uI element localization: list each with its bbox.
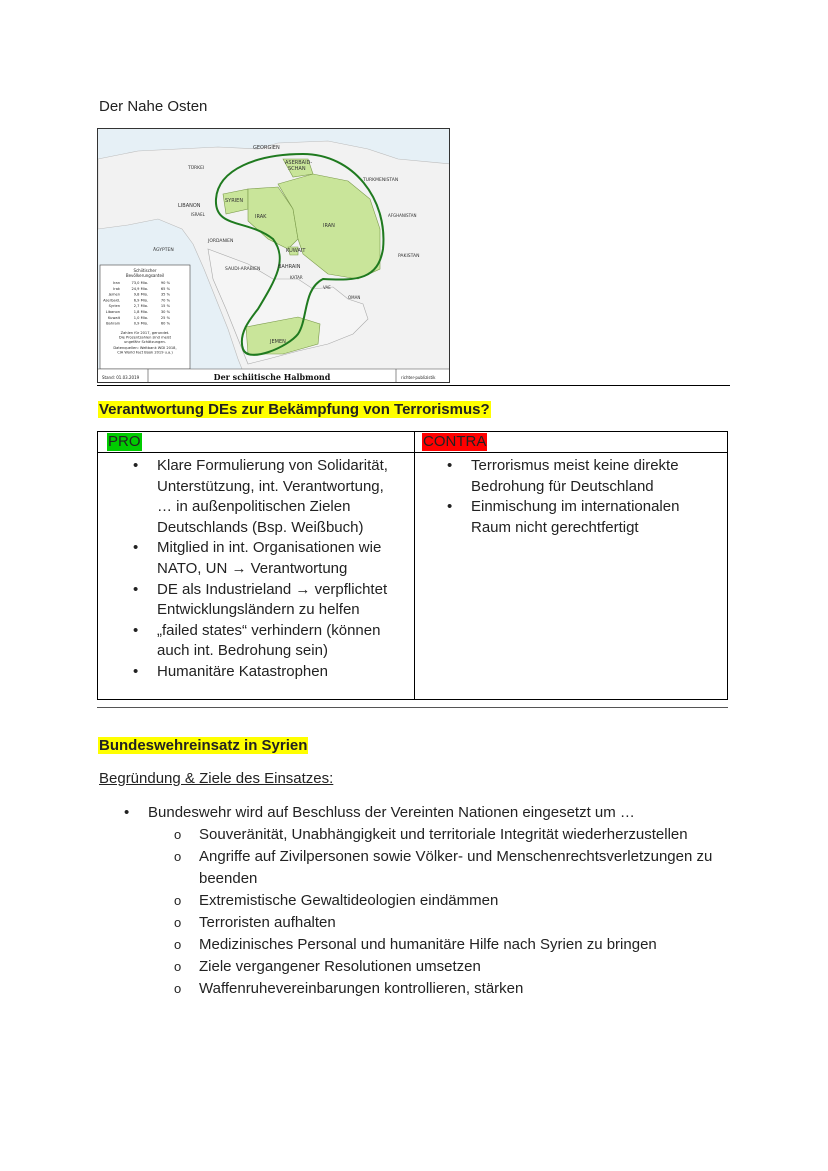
list-item bbox=[133, 621, 388, 642]
pro-contra-table bbox=[97, 431, 728, 700]
label-aegypten: ÄGYPTEN bbox=[153, 248, 174, 253]
label-aserbaidschan-2: SCHAN bbox=[288, 166, 306, 172]
legend-cell-country: Syrien bbox=[108, 304, 120, 309]
legend-cell-pct: 35 % bbox=[160, 292, 170, 297]
legend-cell-pct: 15 % bbox=[160, 304, 170, 309]
legend-title-2: Bevölkerungsanteil bbox=[125, 273, 165, 278]
legend-cell-pct: 90 % bbox=[160, 281, 170, 285]
list-item-text: auch int. Bedrohung sein) bbox=[157, 642, 328, 660]
list-item-text: Klare Formulierung von Solidarität, bbox=[157, 457, 388, 474]
list-item bbox=[174, 912, 712, 934]
legend-cell-pop: 1,0 Mio. bbox=[133, 315, 148, 320]
contra-label: CONTRA bbox=[423, 433, 487, 450]
divider-middle bbox=[97, 707, 728, 708]
list-item bbox=[174, 824, 712, 846]
list-item-text: Unterstützung, int. Verantwortung, bbox=[157, 477, 384, 495]
pro-list bbox=[133, 456, 388, 683]
list-item-text: Waffenruhevereinbarungen kontrollieren, stärken bbox=[199, 980, 524, 997]
label-aserbaidschan-1: ASERBAID- bbox=[285, 160, 313, 166]
legend-note-1: Zahlen für 2017, gerundet. bbox=[120, 331, 170, 335]
label-saudi: SAUDI-ARABIEN bbox=[225, 267, 261, 272]
legend-cell-country: Kuwait bbox=[107, 315, 120, 320]
list-item-text: Einmischung im internationalen bbox=[471, 498, 680, 516]
legend-cell-pct: 25 % bbox=[160, 315, 170, 320]
section2-title bbox=[98, 736, 308, 756]
list-item bbox=[174, 934, 712, 956]
label-kuwait: KUWAIT bbox=[286, 248, 306, 254]
list-item bbox=[157, 497, 388, 518]
map-shiite-crescent bbox=[97, 128, 450, 383]
list-item-text: Extremistische Gewaltideologien eindämmen bbox=[199, 892, 499, 909]
list-item-text: Deutschlands (Bsp. Weißbuch) bbox=[157, 518, 364, 536]
label-oman: OMAN bbox=[348, 295, 361, 300]
legend-cell-country: Bahrain bbox=[106, 321, 120, 326]
map-publisher: richter-publizistik bbox=[401, 375, 436, 380]
list-item bbox=[447, 456, 679, 477]
circle-bullet-icon: o bbox=[174, 981, 182, 996]
list-item-text: „failed states“ verhindern (können bbox=[157, 621, 381, 639]
legend-cell-pop: 9,8 Mio. bbox=[133, 292, 148, 297]
legend-cell-pop: 24,9 Mio. bbox=[131, 286, 148, 291]
label-syrien: SYRIEN bbox=[225, 198, 244, 204]
legend-cell-pop: 73,0 Mio. bbox=[131, 281, 148, 285]
list-item bbox=[157, 559, 388, 580]
list-item-text: beenden bbox=[199, 870, 258, 887]
legend-cell-country: Iran bbox=[112, 281, 120, 285]
list-item bbox=[133, 580, 388, 601]
map-title: Der schiitische Halbmond bbox=[213, 372, 331, 382]
list-item bbox=[447, 497, 680, 518]
label-vae: VAE bbox=[323, 285, 331, 290]
list-item-text: Ziele vergangener Resolutionen umsetzen bbox=[199, 958, 481, 975]
label-jemen: JEMEN bbox=[270, 339, 286, 345]
circle-bullet-icon: o bbox=[174, 849, 182, 864]
label-irak: IRAK bbox=[255, 214, 267, 220]
label-bahrain: BAHRAIN bbox=[278, 264, 301, 270]
label-turkmenistan: TURKMENISTAN bbox=[363, 178, 399, 183]
legend-cell-pct: 30 % bbox=[160, 310, 170, 314]
bullet-icon: • bbox=[133, 580, 139, 598]
label-katar: KATAR bbox=[290, 275, 303, 280]
section1-title-text: Verantwortung DEs zur Bekämpfung von Terrorismus? bbox=[99, 401, 490, 418]
list-item bbox=[174, 890, 712, 912]
legend-cell-country: Aserbaid. bbox=[103, 298, 120, 303]
list-item bbox=[157, 641, 388, 662]
list-item-text: Souveränität, Unabhängigkeit und territoriale Integrität wiederherzustellen bbox=[199, 826, 688, 843]
list-item-text: NATO, UN → Verantwortung bbox=[157, 559, 348, 577]
legend-cell-pop: 1,8 Mio. bbox=[133, 310, 148, 314]
legend-cell-pop: 0,9 Mio. bbox=[133, 321, 148, 326]
map-graphic bbox=[98, 129, 450, 383]
bullet-icon: • bbox=[133, 621, 139, 639]
list-item-text: … in außenpolitischen Zielen bbox=[157, 498, 351, 516]
circle-bullet-icon: o bbox=[174, 959, 182, 974]
map-stand: Stand: 01.03.2019 bbox=[102, 375, 140, 380]
list-item bbox=[174, 846, 713, 868]
list-item-text: Entwicklungsländern zu helfen bbox=[157, 601, 360, 619]
legend-cell-pct: 70 % bbox=[160, 298, 170, 303]
bullet-icon: • bbox=[447, 498, 453, 516]
legend-cell-country: Libanon bbox=[105, 310, 120, 314]
legend-source-2: CIA World Fact Book 2019 u.a.) bbox=[117, 350, 173, 355]
legend-cell-pop: 2,7 Mio. bbox=[133, 304, 148, 309]
contra-list bbox=[447, 456, 680, 538]
circle-bullet-icon: o bbox=[174, 827, 182, 842]
legend-source-1: Datenquellen: Weltbank WDI 2018, bbox=[113, 346, 177, 350]
bullet-icon: • bbox=[447, 457, 453, 474]
pro-label: PRO bbox=[108, 433, 141, 450]
list-item-text: Medizinisches Personal und humanitäre Hilfe nach Syrien zu bringen bbox=[199, 936, 657, 953]
list-item bbox=[471, 518, 679, 539]
list-item bbox=[133, 456, 388, 477]
bullet-icon: • bbox=[133, 539, 139, 557]
list-item-text: Terroristen aufhalten bbox=[199, 914, 336, 931]
list-item bbox=[157, 600, 388, 621]
legend-cell-pop: 6,9 Mio. bbox=[133, 298, 148, 303]
section2-title-text: Bundeswehreinsatz in Syrien bbox=[99, 737, 308, 754]
table-column-divider bbox=[414, 432, 415, 699]
circle-bullet-icon: o bbox=[174, 893, 182, 908]
circle-bullet-icon: o bbox=[174, 937, 182, 952]
label-iran: IRAN bbox=[323, 223, 335, 229]
label-israel: ISRAEL bbox=[191, 212, 205, 217]
legend-cell-country: Irak bbox=[113, 286, 120, 291]
list-item bbox=[133, 538, 388, 559]
legend-cell-pct: 60 % bbox=[160, 321, 170, 326]
list-item bbox=[174, 978, 712, 1000]
list-item bbox=[199, 868, 712, 890]
section2-subtitle: Begründung & Ziele des Einsatzes: bbox=[99, 770, 334, 787]
legend-title-1: Schiitischer bbox=[133, 268, 157, 273]
table-header-row bbox=[98, 432, 727, 453]
main-bullet-text: Bundeswehr wird auf Beschluss der Vereinten Nationen eingesetzt um … bbox=[148, 804, 635, 821]
list-item bbox=[157, 477, 388, 498]
label-afghanistan: AFGHANISTAN bbox=[388, 213, 417, 218]
list-item bbox=[133, 662, 388, 683]
legend-cell-pct: 65 % bbox=[160, 286, 170, 291]
label-pakistan: PAKISTAN bbox=[398, 254, 420, 259]
label-tuerkei: TÜRKEI bbox=[188, 166, 205, 171]
bullet-icon: • bbox=[133, 457, 139, 474]
bullet-icon: • bbox=[133, 662, 139, 680]
list-item-text: Bedrohung für Deutschland bbox=[471, 477, 654, 495]
list-item-text: Humanitäre Katastrophen bbox=[157, 662, 328, 680]
legend-cell-country: Jemen bbox=[108, 292, 120, 297]
goals-list bbox=[174, 824, 713, 1000]
legend-note-2: Die Prozentzahlen sind meist bbox=[118, 335, 172, 340]
section1-title bbox=[98, 400, 491, 420]
divider-top bbox=[97, 385, 730, 386]
label-jordanien: JORDANIEN bbox=[208, 239, 234, 244]
list-item bbox=[174, 956, 712, 978]
circle-bullet-icon: o bbox=[174, 915, 182, 930]
page-heading: Der Nahe Osten bbox=[99, 98, 208, 115]
legend-note-3: ungefähr Schätzungen. bbox=[124, 340, 166, 344]
list-item-text: Angriffe auf Zivilpersonen sowie Völker- und Menschenrechtsverletzungen zu bbox=[199, 848, 713, 865]
list-item-text: Mitglied in int. Organisationen wie bbox=[157, 539, 382, 557]
label-libanon: LIBANON bbox=[178, 203, 201, 209]
list-item-text: DE als Industrieland → verpflichtet bbox=[157, 580, 388, 598]
list-item bbox=[471, 477, 679, 498]
list-item bbox=[157, 518, 388, 539]
list-item-text: Terrorismus meist keine direkte bbox=[471, 457, 679, 474]
main-bullet-dot: • bbox=[124, 804, 130, 821]
label-georgien: GEORGIEN bbox=[253, 145, 280, 151]
list-item-text: Raum nicht gerechtfertigt bbox=[471, 518, 639, 536]
